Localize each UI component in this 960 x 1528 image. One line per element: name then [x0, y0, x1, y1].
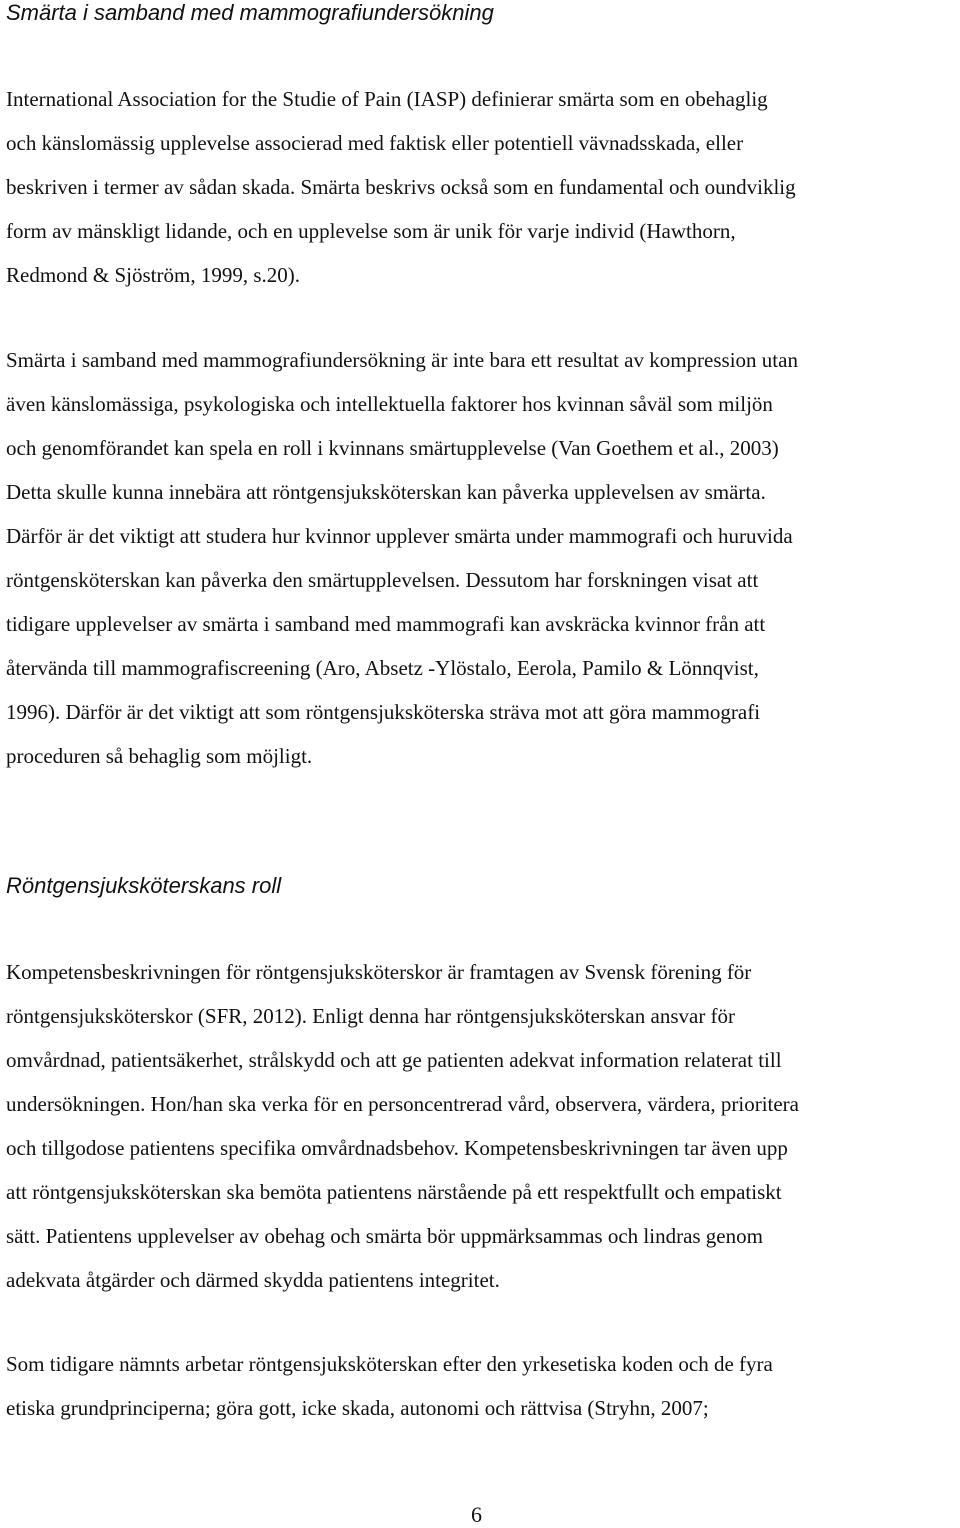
text-line: återvända till mammografiscreening (Aro, Absetz -Ylöstalo, Eerola, Pamilo & Lönnqvist, — [6, 656, 759, 680]
paragraph-iasp-definition — [6, 77, 960, 297]
text-line: Detta skulle kunna innebära att röntgensjuksköterskan kan påverka upplevelsen av smärta. — [6, 480, 766, 504]
text-line: adekvata åtgärder och därmed skydda patientens integritet. — [6, 1268, 500, 1292]
text-line: Som tidigare nämnts arbetar röntgensjuksköterskan efter den yrkesetiska koden och de fyra — [6, 1352, 773, 1376]
text-line: beskriven i termer av sådan skada. Smärta beskrivs också som en fundamental och oundviklig — [6, 175, 796, 199]
text-line: etiska grundprinciperna; göra gott, icke skada, autonomi och rättvisa (Stryhn, 2007; — [6, 1396, 709, 1420]
page-number: 6 — [471, 1502, 482, 1527]
text-line: tidigare upplevelser av smärta i samband med mammografi kan avskräcka kvinnor från att — [6, 612, 766, 636]
text-line: och genomförandet kan spela en roll i kvinnans smärtupplevelse (Van Goethem et al., 2003) — [6, 436, 779, 460]
section-heading-pain: Smärta i samband med mammografiundersökning — [6, 0, 494, 25]
text-line: Redmond & Sjöström, 1999, s.20). — [6, 263, 301, 287]
text-line: Därför är det viktigt att studera hur kvinnor upplever smärta under mammografi och huruvida — [6, 524, 793, 548]
text-line: att röntgensjuksköterskan ska bemöta patientens närstående på ett respektfullt och empatiskt — [6, 1180, 782, 1204]
paragraph-competence-description — [6, 950, 960, 1302]
section-heading-radiographer-role: Röntgensjuksköterskans roll — [6, 873, 282, 898]
text-line: undersökningen. Hon/han ska verka för en personcentrerad vård, observera, värdera, prioritera — [6, 1092, 799, 1116]
text-line: och känslomässig upplevelse associerad med faktisk eller potentiell vävnadsskada, eller — [6, 131, 744, 155]
paragraph-mammography-pain — [6, 338, 960, 778]
text-line: sätt. Patientens upplevelser av obehag och smärta bör uppmärksammas och lindras genom — [6, 1224, 763, 1248]
text-line: Smärta i samband med mammografiundersökning är inte bara ett resultat av kompression utan — [6, 348, 798, 372]
text-line: 1996). Därför är det viktigt att som röntgensjuksköterska sträva mot att göra mammografi — [6, 700, 761, 724]
text-line: omvårdnad, patientsäkerhet, strålskydd och att ge patienten adekvat information relaterat till — [6, 1048, 782, 1072]
text-line: form av mänskligt lidande, och en upplevelse som är unik för varje individ (Hawthorn, — [6, 219, 736, 243]
text-line: International Association for the Studie of Pain (IASP) definierar smärta som en obehaglig — [6, 87, 768, 111]
text-line: även känslomässiga, psykologiska och intellektuella faktorer hos kvinnan såväl som miljön — [6, 392, 773, 416]
text-line: röntgensköterskan kan påverka den smärtupplevelsen. Dessutom har forskningen visat att — [6, 568, 759, 592]
text-line: proceduren så behaglig som möjligt. — [6, 744, 313, 768]
paragraph-ethical-code — [6, 1342, 960, 1430]
text-line: Kompetensbeskrivningen för röntgensjuksköterskor är framtagen av Svensk förening för — [6, 960, 752, 984]
text-line: röntgensjuksköterskor (SFR, 2012). Enligt denna har röntgensjuksköterskan ansvar för — [6, 1004, 736, 1028]
text-line: och tillgodose patientens specifika omvårdnadsbehov. Kompetensbeskrivningen tar även upp — [6, 1136, 788, 1160]
